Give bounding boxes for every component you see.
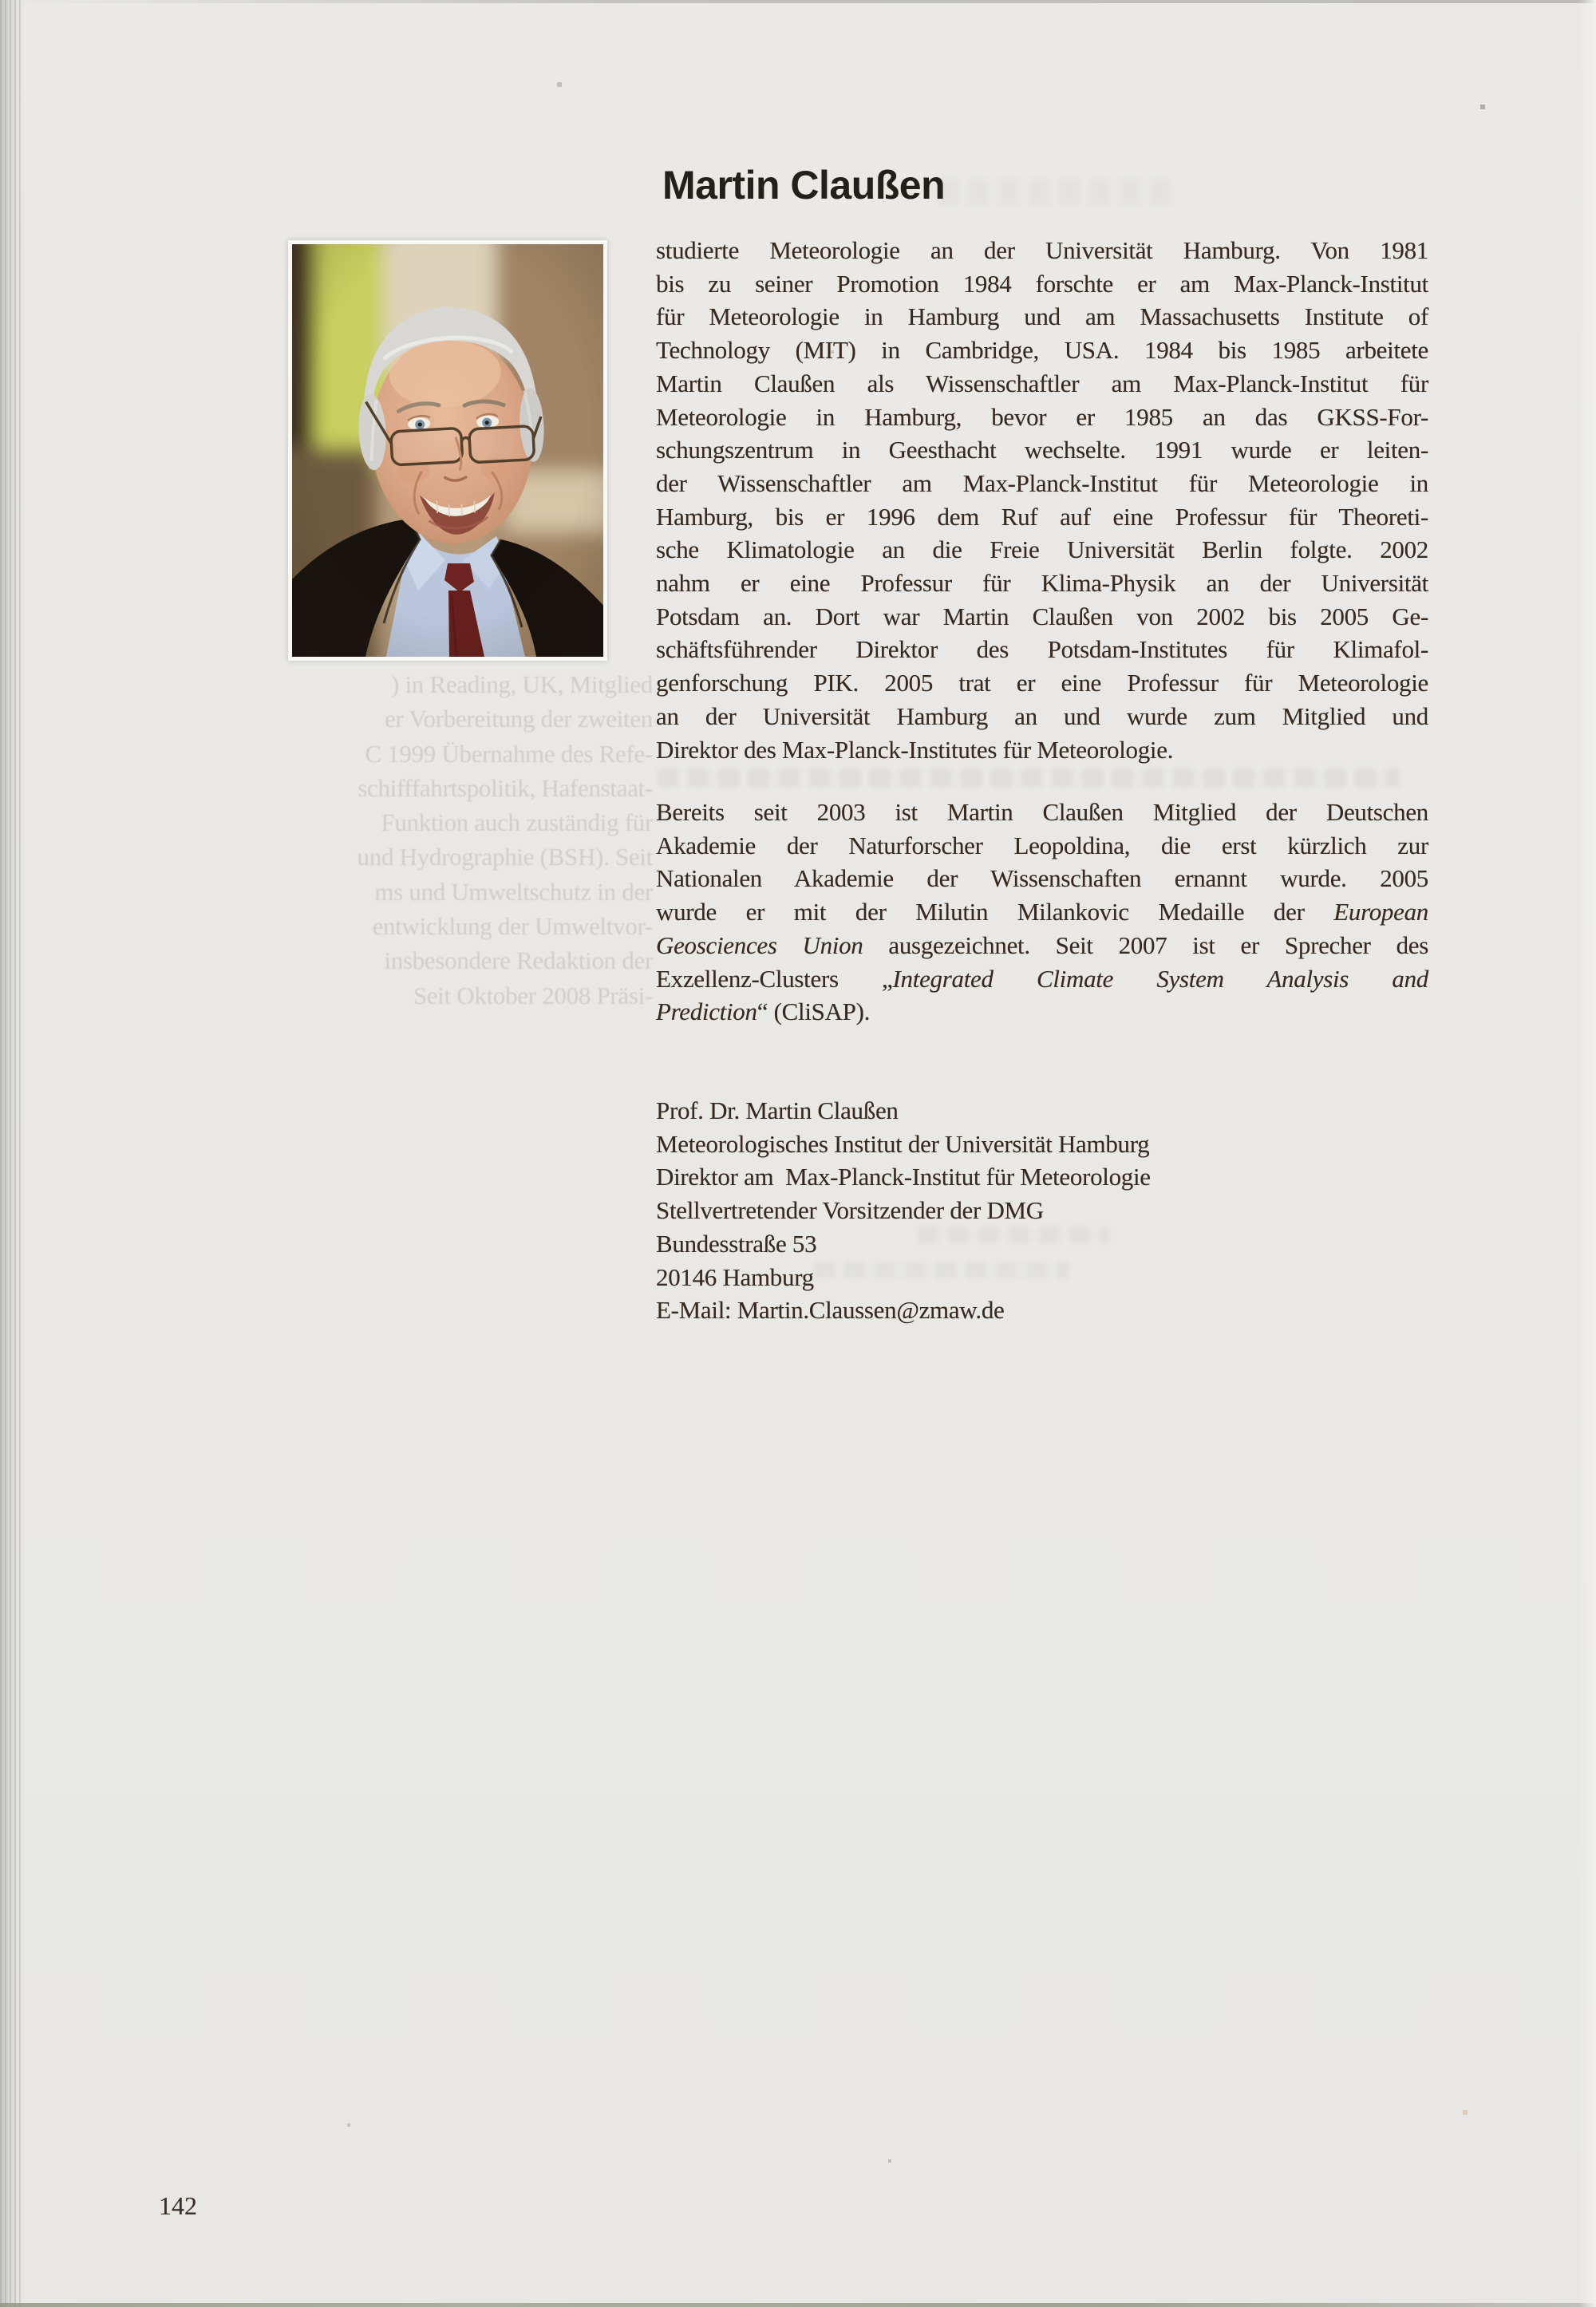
portrait-illustration <box>292 244 603 657</box>
text-line: schäftsführender Direktor des Potsdam-Institutes für Klimafol- <box>656 635 1428 664</box>
scan-edge-right <box>1578 0 1596 2307</box>
text-line: genforschung PIK. 2005 trat er eine Professur für Meteorologie <box>656 669 1428 697</box>
text-line: Akademie der Naturforscher Leopoldina, die erst kürzlich zur <box>656 831 1428 859</box>
text-line: 20146 Hamburg <box>656 1262 814 1291</box>
text-line: insbesondere Redaktion der <box>384 946 653 975</box>
text-line: Direktor des Max-Planck-Institutes für Meteorologie. <box>656 735 1174 764</box>
text-line: der Wissenschaftler am Max-Planck-Institut für Meteorologie in <box>656 468 1428 497</box>
bleedthrough-text <box>271 667 653 1013</box>
bio-paragraph-1 <box>656 234 1428 766</box>
scan-edge-left <box>0 0 24 2307</box>
text-line: ) in Reading, UK, Mitglied <box>391 670 653 698</box>
text-line: Meteorologie in Hamburg, bevor er 1985 an das GKSS-For- <box>656 402 1428 431</box>
text-line: bis zu seiner Promotion 1984 forschte er am Max-Planck-Institut <box>656 269 1428 298</box>
bio-paragraph-2 <box>656 796 1428 1029</box>
text-line: Direktor am Max-Planck-Institut für Meteorologie <box>656 1163 1151 1191</box>
text-line: er Vorbereitung der zweiten <box>385 705 653 733</box>
text-line: schifffahrtspolitik, Hafenstaat- <box>358 773 653 802</box>
text-line: Prediction“ (CliSAP). <box>656 997 871 1026</box>
text-line: Exzellenz-Clusters „Integrated Climate System Analysis and <box>656 964 1428 993</box>
text-line: Technology (MIT) in Cambridge, USA. 1984 bis 1985 arbeitete <box>656 336 1428 365</box>
text-line: an der Universität Hamburg an und wurde zum Mitglied und <box>656 701 1428 730</box>
text-line: nahm er eine Professur für Klima-Physik an der Universität <box>656 569 1428 598</box>
text-line: Bereits seit 2003 ist Martin Claußen Mitglied der Deutschen <box>656 798 1428 827</box>
text-line: wurde er mit der Milutin Milankovic Medaille der European <box>656 898 1428 926</box>
text-line: und Hydrographie (BSH). Seit <box>357 843 653 871</box>
contact-block <box>656 1094 1428 1327</box>
text-line: Martin Claußen als Wissenschaftler am Max-Planck-Institut für <box>656 369 1428 397</box>
text-line: E-Mail: Martin.Claussen@zmaw.de <box>656 1296 1005 1325</box>
text-line: Hamburg, bis er 1996 dem Ruf auf eine Professur für Theoreti- <box>656 502 1428 531</box>
scan-edge-bottom <box>0 2303 1596 2307</box>
text-line: Bundesstraße 53 <box>656 1229 817 1258</box>
bio-text <box>656 234 1428 1029</box>
portrait-vignette <box>292 244 603 657</box>
text-line: Stellvertretender Vorsitzender der DMG <box>656 1196 1044 1225</box>
page-number: 142 <box>159 2191 197 2220</box>
text-line: Funktion auch zuständig für <box>381 808 653 837</box>
text-line: schungszentrum in Geesthacht wechselte. 1991 wurde er leiten- <box>656 436 1428 464</box>
text-line: Meteorologisches Institut der Universität Hamburg <box>656 1129 1150 1158</box>
text-line: für Meteorologie in Hamburg und am Massachusetts Institute of <box>656 302 1428 331</box>
text-line: C 1999 Übernahme des Refe- <box>365 739 653 768</box>
text-line: entwicklung der Umweltvor- <box>372 912 653 941</box>
bleedthrough-band-heading <box>938 179 1173 206</box>
scan-specks <box>0 0 2 2</box>
text-line: Geosciences Union ausgezeichnet. Seit 2007 ist er Sprecher des <box>656 930 1428 959</box>
scan-edge-top <box>0 0 1596 3</box>
text-line: studierte Meteorologie an der Universität Hamburg. Von 1981 <box>656 236 1428 264</box>
text-line: Potsdam an. Dort war Martin Claußen von 2002 bis 2005 Ge- <box>656 602 1428 630</box>
portrait-photo <box>288 240 607 661</box>
text-line: ms und Umweltschutz in der <box>374 877 653 906</box>
text-line: Seit Oktober 2008 Präsi- <box>413 981 653 1009</box>
text-line: Prof. Dr. Martin Claußen <box>656 1096 899 1124</box>
page-title: Martin Claußen <box>662 163 946 207</box>
text-line: sche Klimatologie an die Freie Universität Berlin folgte. 2002 <box>656 535 1428 564</box>
text-line: Nationalen Akademie der Wissenschaften ernannt wurde. 2005 <box>656 864 1428 893</box>
